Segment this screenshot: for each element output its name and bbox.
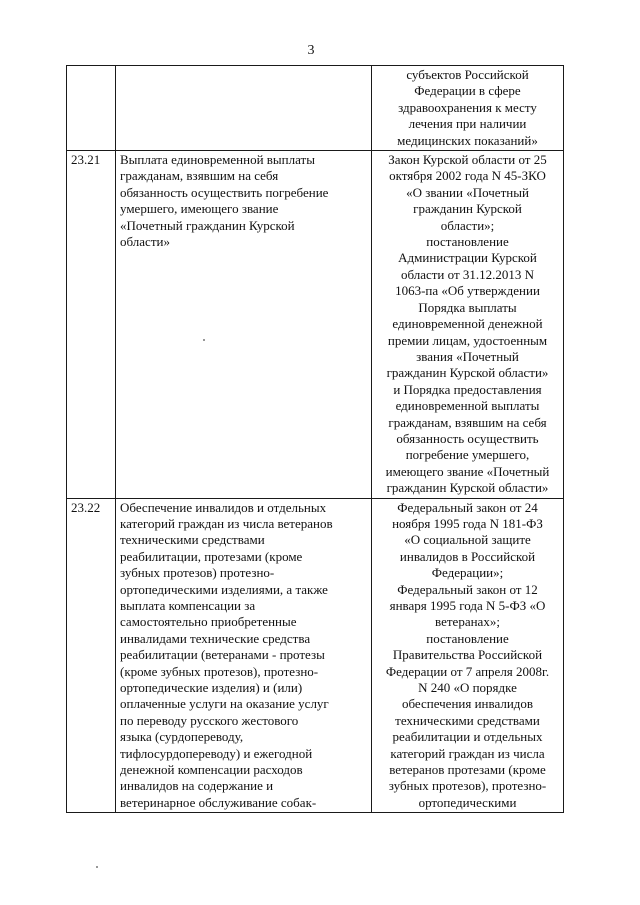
- legal-basis-text-line: субъектов Российской: [406, 67, 529, 82]
- service-text-line: ортопедические изделия) и (или): [120, 680, 303, 696]
- service-name-cell: [116, 66, 372, 151]
- legal-basis-text-line: области»;: [440, 217, 495, 233]
- legal-basis-text-line: ортопедическими: [418, 794, 517, 810]
- service-text-line: области»: [120, 234, 170, 250]
- legal-basis-text-line: Правительства Российской: [392, 647, 543, 663]
- service-text-line: умершего, имеющего звание: [120, 201, 279, 217]
- legal-basis-text-line: погребение умершего,: [405, 447, 530, 463]
- service-text-line: инвалидами технические средства: [120, 630, 311, 646]
- service-text-line: реабилитации (ветеранами - протезы: [120, 647, 325, 663]
- legal-basis-text-line: медицинских показаний»: [397, 132, 538, 148]
- legal-basis-text-line: обязанность осуществить: [396, 430, 539, 446]
- legal-basis-text-line: января 1995 года N 5-ФЗ «О: [389, 598, 546, 613]
- service-text-line: реабилитации, протезами (кроме: [120, 548, 303, 564]
- service-text-line: техническими средствами: [120, 532, 265, 548]
- legal-basis-text-line: N 240 «О порядке: [418, 680, 517, 696]
- row-number-text: 23.21: [71, 152, 101, 168]
- service-text-line: (кроме зубных протезов), протезно-: [120, 663, 319, 679]
- service-name-cell: [116, 151, 372, 499]
- service-text-line: гражданам, взявшим на себя: [120, 168, 279, 184]
- legal-basis-text-line: гражданин Курской: [413, 201, 522, 217]
- legal-basis-text-line: ветеранах»;: [435, 614, 500, 630]
- table-row: [67, 66, 564, 151]
- legal-basis-text-line: категорий граждан из числа: [390, 745, 545, 761]
- legal-basis-text-line: 1063-па «Об утверждении: [395, 283, 540, 299]
- legal-basis-text-line: звания «Почетный: [416, 348, 519, 364]
- legal-basis-text-line: техническими средствами: [395, 712, 540, 728]
- legal-basis-text-line: единовременной выплаты: [395, 398, 540, 414]
- legal-basis-text-line: лечения при наличии: [408, 116, 527, 132]
- legal-basis-text-line: Федеральный закон от 12: [397, 581, 538, 597]
- legal-basis-text-line: Федерации в сфере: [414, 83, 521, 99]
- legal-basis-text-line: инвалидов в Российской: [399, 548, 536, 564]
- legal-basis-text-line: и Порядка предоставления: [393, 381, 542, 397]
- legal-basis-text-line: Порядка выплаты: [418, 299, 517, 315]
- table-row: [67, 498, 564, 813]
- legal-basis-text-line: премии лицам, удостоенным: [387, 332, 548, 348]
- service-text-line: Выплата единовременной выплаты: [120, 152, 315, 168]
- service-text-line: по переводу русского жестового: [120, 712, 299, 728]
- legal-basis-text-line: «О звании «Почетный: [406, 184, 529, 200]
- row-number: [67, 151, 116, 499]
- legal-basis-cell: [372, 498, 564, 813]
- legal-basis-text-line: имеющего звание «Почетный: [385, 463, 550, 479]
- service-text-line: категорий граждан из числа ветеранов: [120, 515, 333, 531]
- service-text-line: самостоятельно приобретенные: [120, 614, 297, 630]
- service-name-cell: [116, 498, 372, 813]
- legal-basis-text-line: единовременной денежной: [392, 316, 543, 332]
- legal-basis-text-line: обеспечения инвалидов: [401, 696, 534, 712]
- legal-basis-text-line: гражданин Курской области»: [386, 365, 549, 381]
- services-table: [66, 65, 564, 813]
- legal-basis-text-line: зубных протезов), протезно-: [388, 778, 547, 794]
- scan-speck: [96, 866, 98, 868]
- scan-speck: [203, 339, 205, 341]
- legal-basis-text-line: гражданин Курской области»: [386, 480, 549, 496]
- legal-basis-text-line: Федеральный закон от 24: [397, 499, 538, 515]
- service-text-line: инвалидов на содержание и: [120, 778, 274, 794]
- legal-basis-text-line: Федерации»;: [431, 565, 504, 581]
- service-text-line: зубных протезов) протезно-: [120, 565, 275, 581]
- legal-basis-text-line: реабилитации и отдельных: [392, 729, 543, 745]
- service-text-line: «Почетный гражданин Курской: [120, 217, 295, 233]
- service-text-line: обязанность осуществить погребение: [120, 184, 329, 200]
- legal-basis-text-line: гражданам, взявшим на себя: [388, 414, 547, 430]
- row-number: [67, 66, 116, 151]
- legal-basis-text-line: ветеранов протезами (кроме: [389, 762, 546, 778]
- legal-basis-text-line: Закон Курской области от 25: [388, 152, 547, 168]
- legal-basis-text-line: здравоохранения к месту: [398, 99, 537, 115]
- service-text-line: ортопедическими изделиями, а также: [120, 581, 328, 597]
- legal-basis-cell: [372, 151, 564, 499]
- legal-basis-cell: [372, 66, 564, 151]
- service-text-line: выплата компенсации за: [120, 598, 256, 613]
- legal-basis-text-line: ноября 1995 года N 181-ФЗ: [392, 515, 543, 531]
- legal-basis-text-line: постановление: [426, 630, 509, 646]
- legal-basis-text-line: области от 31.12.2013 N: [400, 266, 535, 282]
- legal-basis-text-line: «О социальной защите: [404, 532, 531, 548]
- service-text-line: тифлосурдопереводу) и ежегодной: [120, 745, 313, 761]
- row-number: [67, 498, 116, 813]
- table-row: [67, 151, 564, 499]
- legal-basis-text-line: Федерации от 7 апреля 2008г.: [385, 663, 550, 679]
- service-text-line: ветеринарное обслуживание собак-: [120, 794, 317, 810]
- legal-basis-text-line: Администрации Курской: [398, 250, 537, 266]
- service-text-line: оплаченные услуги на оказание услуг: [120, 696, 329, 712]
- legal-basis-text-line: октября 2002 года N 45-ЗКО: [389, 168, 546, 184]
- row-number-text: 23.22: [71, 499, 101, 515]
- legal-basis-text-line: постановление: [426, 234, 509, 250]
- service-text-line: языка (сурдопереводу,: [120, 729, 244, 745]
- service-text-line: денежной компенсации расходов: [120, 762, 303, 778]
- service-text-line: Обеспечение инвалидов и отдельных: [120, 499, 327, 515]
- page-number: 3: [307, 43, 315, 58]
